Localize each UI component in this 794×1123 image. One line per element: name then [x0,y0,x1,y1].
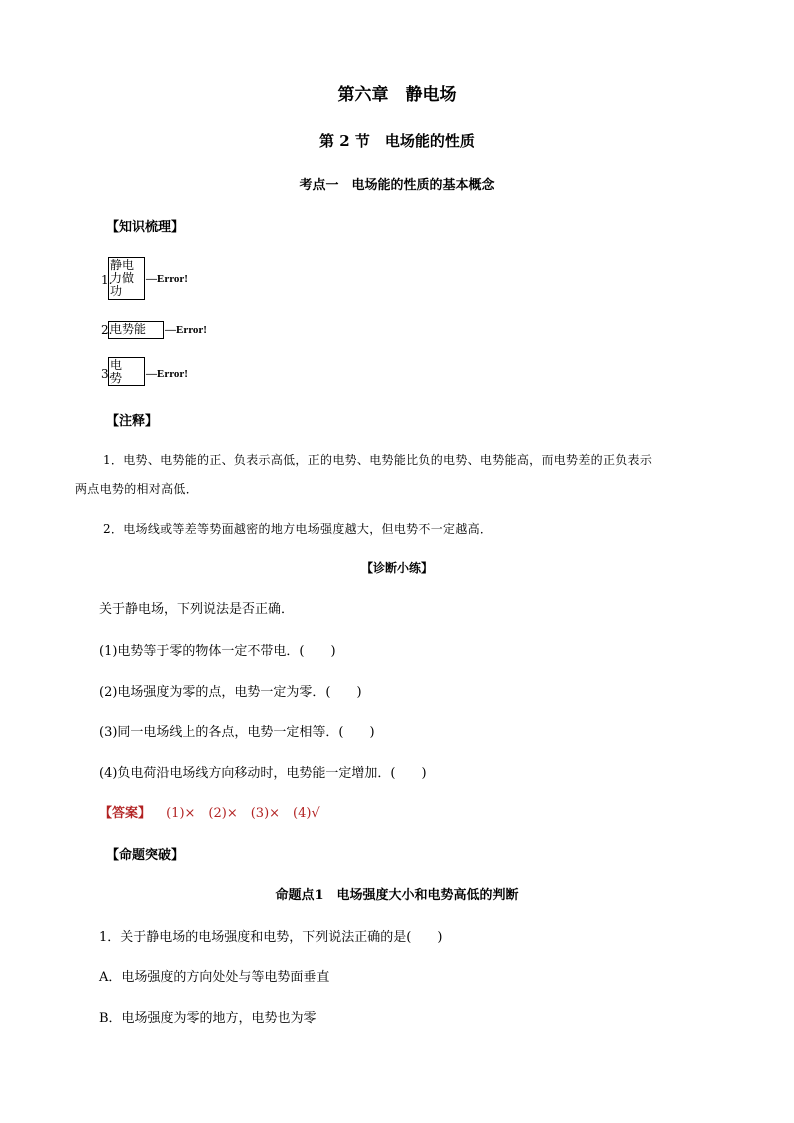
note-2: 2．电场线或等差等势面越密的地方电场强度越大，但电势不一定越高． [103,522,493,536]
knowledge-item-3-number: 3. [101,367,113,381]
knowledge-item-1-box [108,257,145,300]
proposition-point-1-title: 命题点1 电场强度大小和电势高低的判断 [275,888,519,903]
knowledge-item-3-box-text: 电势 [110,358,123,385]
knowledge-item-3-box [108,357,145,386]
knowledge-item-2-box [108,321,164,339]
note-1-line-2: 两点电势的相对高低． [75,482,199,496]
diagnosis-heading: 【诊断小练】 [360,561,433,575]
question-1-option-b: B．电场强度为零的地方，电势也为零 [99,1011,317,1026]
answer-line [99,802,320,821]
knowledge-heading: 【知识梳理】 [106,220,185,235]
diagnosis-question-3: (3)同一电场线上的各点，电势一定相等．( ) [99,725,375,740]
knowledge-item-2-link: —Error! [165,324,207,336]
answer-text: (1)× (2)× (3)× (4)√ [166,806,320,821]
breakthrough-heading: 【命题突破】 [106,848,185,863]
knowledge-item-1-link: —Error! [146,273,188,285]
knowledge-item-3-link: —Error! [146,368,188,380]
knowledge-item-1-box-text: 静电力做功 [110,258,135,298]
answer-label: 【答案】 [99,806,152,821]
diagnosis-question-2: (2)电场强度为零的点，电势一定为零．( ) [99,685,362,700]
exam-point-title: 考点一 电场能的性质的基本概念 [299,178,495,193]
chapter-title: 第六章 静电场 [337,85,457,105]
knowledge-item-1-number: 1. [101,273,113,287]
note-1-line-1: 1．电势、电势能的正、负表示高低，正的电势、电势能比负的电势、电势能高，而电势差的正负表示 [103,453,653,467]
diagnosis-question-1: (1)电势等于零的物体一定不带电．( ) [99,644,336,659]
knowledge-item-2-box-text: 电势能 [110,322,147,336]
notes-heading: 【注释】 [106,414,159,429]
diagnosis-intro: 关于静电场，下列说法是否正确． [99,602,295,617]
diagnosis-question-4: (4)负电荷沿电场线方向移动时，电势能一定增加．( ) [99,766,427,781]
question-1-option-a: A．电场强度的方向处处与等电势面垂直 [99,970,330,985]
section-title: 第 2 节 电场能的性质 [319,132,475,150]
knowledge-item-2-number: 2. [101,323,113,337]
question-1: 1．关于静电场的电场强度和电势，下列说法正确的是( ) [99,930,443,945]
